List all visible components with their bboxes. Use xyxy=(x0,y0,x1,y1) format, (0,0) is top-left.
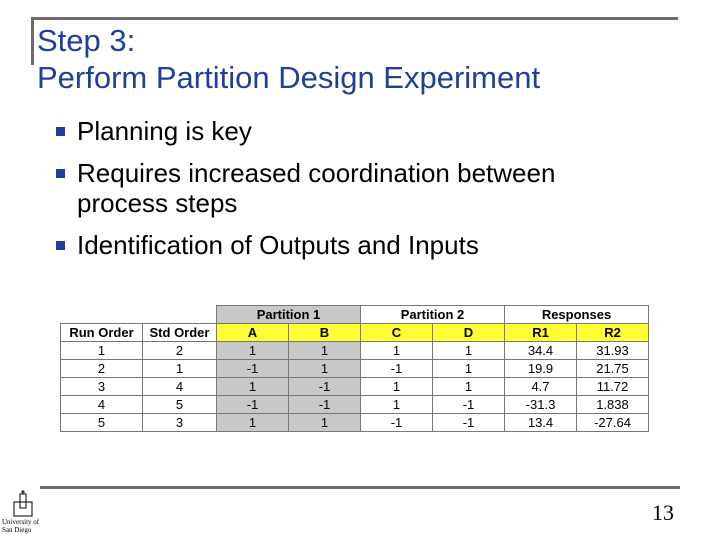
column-header: Run Order xyxy=(61,324,143,342)
group-header-responses: Responses xyxy=(505,306,649,324)
bullet-text: Identification of Outputs and Inputs xyxy=(77,230,479,260)
title-line-1: Step 3: xyxy=(37,23,136,58)
column-header: A xyxy=(217,324,289,342)
page-number: 13 xyxy=(652,500,674,525)
table-row xyxy=(61,378,649,396)
bullet-item xyxy=(56,158,647,218)
table-cell: 1 xyxy=(361,378,433,396)
table-cell: 4 xyxy=(61,396,143,414)
table-cell: 1 xyxy=(289,414,361,432)
table-cell: 2 xyxy=(143,342,217,360)
experiment-table xyxy=(60,305,649,432)
column-header: R1 xyxy=(505,324,577,342)
logo-text: University of San Diego xyxy=(2,518,40,534)
table-cell: 13.4 xyxy=(505,414,577,432)
table-cell: 1 xyxy=(289,342,361,360)
table-cell: 2 xyxy=(61,360,143,378)
table-cell: -1 xyxy=(361,414,433,432)
table-cell: -1 xyxy=(289,396,361,414)
bullet-list xyxy=(56,116,647,272)
table-cell: 5 xyxy=(143,396,217,414)
table-row xyxy=(61,414,649,432)
table-row xyxy=(61,342,649,360)
column-header: B xyxy=(289,324,361,342)
title-frame-left xyxy=(31,17,34,65)
table-row xyxy=(61,396,649,414)
table-cell: 1 xyxy=(361,342,433,360)
table-cell: -1 xyxy=(361,360,433,378)
table-cell: -1 xyxy=(433,396,505,414)
table-cell: 3 xyxy=(143,414,217,432)
table-cell: 1 xyxy=(143,360,217,378)
table-cell: 1 xyxy=(217,414,289,432)
table-cell: -1 xyxy=(217,396,289,414)
table-cell: 4.7 xyxy=(505,378,577,396)
empty-cell xyxy=(61,306,143,324)
table-cell: -1 xyxy=(289,378,361,396)
table-cell: 21.75 xyxy=(577,360,649,378)
group-header-row xyxy=(61,306,649,324)
column-header-row xyxy=(61,324,649,342)
table-cell: 11.72 xyxy=(577,378,649,396)
square-bullet-icon xyxy=(56,241,65,250)
table-cell: 1 xyxy=(61,342,143,360)
bullet-text: Requires increased coordination between process steps xyxy=(77,158,556,218)
bullet-item xyxy=(56,116,647,146)
empty-cell xyxy=(143,306,217,324)
table-cell: 1.838 xyxy=(577,396,649,414)
column-header: C xyxy=(361,324,433,342)
table-row xyxy=(61,360,649,378)
table-cell: 19.9 xyxy=(505,360,577,378)
bullet-item xyxy=(56,230,647,260)
table-cell: 1 xyxy=(433,378,505,396)
table-cell: 1 xyxy=(289,360,361,378)
table-cell: -31.3 xyxy=(505,396,577,414)
table-cell: 3 xyxy=(61,378,143,396)
title-line-2: Perform Partition Design Experiment xyxy=(37,60,541,95)
table-cell: 1 xyxy=(361,396,433,414)
column-header: D xyxy=(433,324,505,342)
group-header-partition-2: Partition 2 xyxy=(361,306,505,324)
table-cell: 5 xyxy=(61,414,143,432)
column-header: R2 xyxy=(577,324,649,342)
table-cell: 1 xyxy=(433,360,505,378)
bullet-text: Planning is key xyxy=(77,116,252,146)
group-header-partition-1: Partition 1 xyxy=(217,306,361,324)
table-cell: 1 xyxy=(217,378,289,396)
table-cell: -1 xyxy=(433,414,505,432)
table-cell: 1 xyxy=(433,342,505,360)
slide-title xyxy=(37,22,540,96)
column-header: Std Order xyxy=(143,324,217,342)
title-frame-top xyxy=(31,17,678,20)
table-cell: -1 xyxy=(217,360,289,378)
table-cell: 34.4 xyxy=(505,342,577,360)
footer-rule xyxy=(40,486,680,489)
table-cell: 1 xyxy=(217,342,289,360)
table-cell: 31.93 xyxy=(577,342,649,360)
table-cell: 4 xyxy=(143,378,217,396)
square-bullet-icon xyxy=(56,127,65,136)
table-cell: -27.64 xyxy=(577,414,649,432)
square-bullet-icon xyxy=(56,169,65,178)
